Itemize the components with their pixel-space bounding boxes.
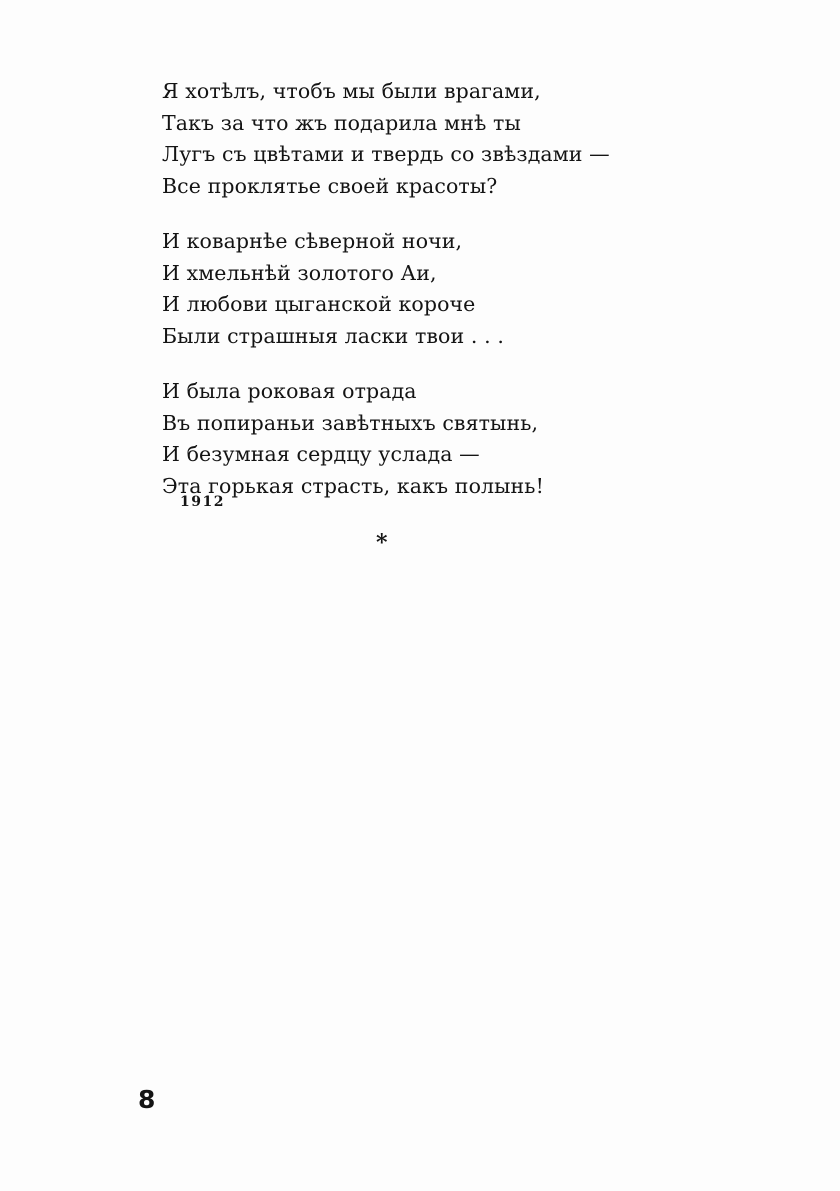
stanza-2 [162, 226, 762, 352]
poem-line: Я хотѣлъ, чтобъ мы были врагами, [162, 79, 541, 103]
poem [162, 76, 762, 526]
poem-line: Были страшныя ласки твои . . . [162, 323, 504, 348]
stanza-3 [162, 376, 762, 502]
poem-line: Лугъ съ цвѣтами и твердь со звѣздами — [162, 142, 610, 166]
page-number: 8 [138, 1085, 156, 1114]
poem-line: Въ попираньи завѣтныхъ святынь, [162, 410, 539, 435]
poem-line: Эта горькая страсть, какъ полынь! [162, 473, 544, 498]
poem-year: 1912 [180, 494, 225, 510]
stanza-1 [162, 76, 762, 202]
poem-line: Все проклятье своей красоты? [162, 173, 498, 198]
poem-line: И хмельнѣй золотого Аи, [162, 260, 437, 285]
poem-line: Такъ за что жъ подарила мнѣ ты [162, 110, 521, 135]
poem-line: И любови цыганской короче [162, 292, 476, 316]
poem-line: И была роковая отрада [162, 379, 417, 403]
poem-line: И безумная сердцу услада — [162, 442, 480, 466]
poem-line: И коварнѣе сѣверной ночи, [162, 229, 463, 253]
section-separator: * [376, 530, 388, 556]
